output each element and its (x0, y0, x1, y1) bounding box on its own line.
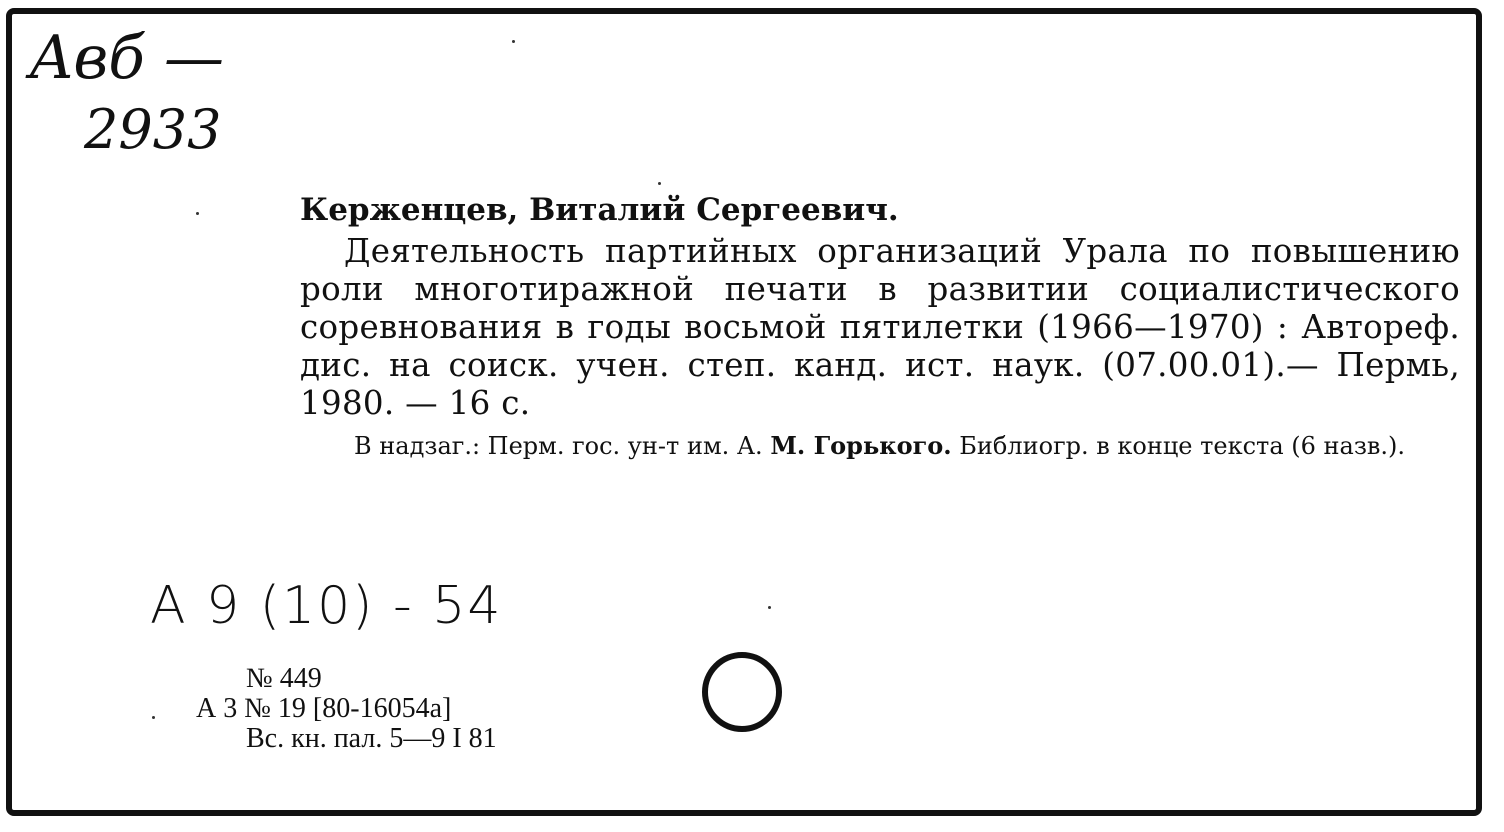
imprint-line-1: № 449 (246, 663, 322, 694)
speck (512, 40, 515, 43)
title-description: Деятельность партийных организаций Урала по повышению роли многотиражной печати в развитии социалистического соревнования в годы восьмой пятилетки (1966—1970) : Автореф. дис. на соиск. учен. степ. канд. ист. наук. (07.00.01).— Пермь, 1980. — 16 с. (300, 232, 1460, 422)
author-heading: Керженцев, Виталий Сергеевич. (300, 192, 899, 228)
imprint-block (196, 664, 497, 754)
note-name: М. Горького. (770, 431, 952, 460)
handwritten-call-number-line1: Aвб — (30, 23, 224, 93)
handwritten-classification: А 9 (10) - 54 (150, 576, 503, 636)
bibliographic-entry (300, 188, 1460, 462)
speck (152, 716, 155, 719)
note-prefix: В надзаг.: Перм. гос. ун-т им. А. (354, 432, 763, 460)
imprint-line-3: Вс. кн. пал. 5—9 I 81 (246, 723, 497, 754)
punch-hole (702, 652, 782, 732)
speck (768, 606, 771, 609)
note-suffix: Библиогр. в конце текста (6 назв.). (959, 432, 1406, 460)
speck (658, 182, 661, 185)
note (300, 430, 1460, 462)
handwritten-call-number-line2: 2933 (84, 98, 222, 161)
speck (196, 212, 199, 215)
imprint-line-2: А 3 № 19 [80-16054а] (196, 693, 452, 724)
